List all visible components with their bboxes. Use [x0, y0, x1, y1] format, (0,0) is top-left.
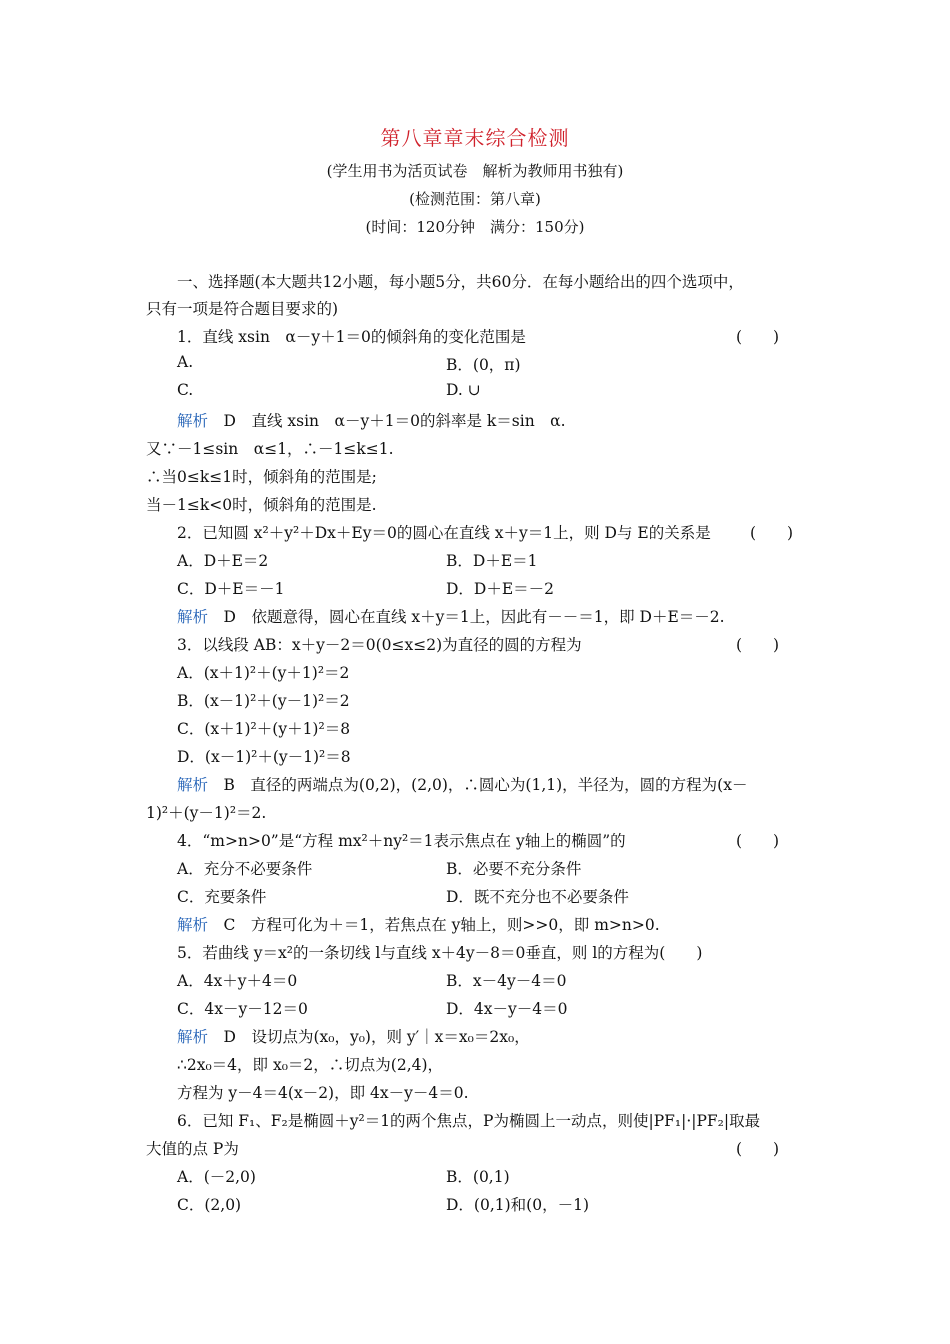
analysis-label: 解析	[177, 916, 209, 934]
q1-option-c: C.	[177, 381, 194, 399]
question-2-stem: 2．已知圆 x²＋y²＋Dx＋Ey＝0的圆心在直线 x＋y＝1上，则 D与 E的关系是	[177, 524, 711, 542]
q5-option-a: A．4x＋y＋4＝0	[177, 972, 298, 990]
question-5-stem: 5．若曲线 y＝x²的一条切线 l与直线 x＋4y－8＝0垂直，则 l的方程为( )	[177, 944, 703, 962]
q3-option-b: B．(x－1)²＋(y－1)²＝2	[177, 692, 350, 710]
section-heading-cont: 只有一项是符合题目要求的)	[146, 300, 339, 318]
q6-option-c: C．(2,0)	[177, 1196, 242, 1214]
question-6-stem-cont: 大值的点 P为	[146, 1140, 239, 1158]
q2-option-c: C．D＋E＝－1	[177, 580, 285, 598]
q5-option-d: D．4x－y－4＝0	[446, 1000, 568, 1018]
subtitle-note: (学生用书为活页试卷 解析为教师用书独有)	[326, 162, 624, 180]
question-3-stem: 3．以线段 AB：x＋y－2＝0(0≤x≤2)为直径的圆的方程为	[177, 636, 582, 654]
q1-analysis	[177, 409, 566, 431]
section-heading: 一、选择题(本大题共12小题，每小题5分，共60分．在每小题给出的四个选项中，	[177, 273, 744, 291]
q1-option-d: D. ∪	[446, 381, 481, 399]
q3-analysis	[177, 773, 747, 795]
subtitle-scope: (检测范围：第八章)	[409, 190, 541, 208]
q2-option-a: A．D＋E＝2	[177, 552, 269, 570]
q6-option-b: B．(0,1)	[446, 1168, 510, 1186]
q6-option-d: D．(0,1)和(0，－1)	[446, 1196, 589, 1214]
q5-analysis	[177, 1025, 530, 1047]
q5-option-b: B．x－4y－4＝0	[446, 972, 567, 990]
q5-analysis-text: D 设切点为(x₀，y₀)，则 y′｜x＝x₀＝2x₀，	[223, 1028, 530, 1046]
q5-analysis-line3: 方程为 y－4＝4(x－2)，即 4x－y－4＝0.	[177, 1084, 469, 1102]
q3-option-a: A．(x＋1)²＋(y＋1)²＝2	[177, 664, 350, 682]
q1-analysis-line2: 又∵－1≤sin α≤1，∴－1≤k≤1.	[146, 440, 394, 458]
answer-bracket: ( )	[736, 1140, 780, 1158]
q1-analysis-text: D 直线 xsin α－y＋1＝0的斜率是 k＝sin α.	[223, 412, 566, 430]
q4-analysis	[177, 913, 660, 935]
q2-analysis	[177, 605, 725, 627]
question-6-stem: 6．已知 F₁、F₂是椭圆＋y²＝1的两个焦点，P为椭圆上一动点，则使|PF₁|·|PF₂|取最	[177, 1112, 761, 1130]
q2-analysis-text: D 依题意得，圆心在直线 x＋y＝1上，因此有－－＝1，即 D＋E＝－2.	[223, 608, 725, 626]
page-title: 第八章章末综合检测	[380, 126, 570, 150]
question-1-stem: 1．直线 xsin α－y＋1＝0的倾斜角的变化范围是	[177, 328, 526, 346]
q2-option-b: B．D＋E＝1	[446, 552, 538, 570]
q2-option-d: D．D＋E＝－2	[446, 580, 555, 598]
q3-option-d: D．(x－1)²＋(y－1)²＝8	[177, 748, 351, 766]
answer-bracket: ( )	[736, 636, 780, 654]
q4-option-a: A．充分不必要条件	[177, 860, 313, 878]
answer-bracket: ( )	[736, 328, 780, 346]
q4-option-b: B．必要不充分条件	[446, 860, 582, 878]
q6-option-a: A．(－2,0)	[177, 1168, 256, 1186]
analysis-label: 解析	[177, 776, 209, 794]
answer-bracket: ( )	[750, 524, 794, 542]
q5-analysis-line2: ∴2x₀＝4，即 x₀＝2，∴切点为(2,4)，	[177, 1056, 444, 1074]
analysis-label: 解析	[177, 412, 209, 430]
answer-bracket: ( )	[736, 832, 780, 850]
q3-analysis-text: B 直径的两端点为(0,2)，(2,0)，∴圆心为(1,1)，半径为，圆的方程为(x－	[223, 776, 748, 794]
q3-option-c: C．(x＋1)²＋(y＋1)²＝8	[177, 720, 351, 738]
analysis-label: 解析	[177, 1028, 209, 1046]
q3-analysis-line2: 1)²＋(y－1)²＝2.	[146, 804, 267, 822]
question-4-stem: 4．“m>n>0”是“方程 mx²＋ny²＝1表示焦点在 y轴上的椭圆”的	[177, 832, 626, 850]
q1-option-a: A.	[177, 353, 194, 371]
q1-option-b: B．(0，π)	[446, 356, 521, 374]
analysis-label: 解析	[177, 608, 209, 626]
q4-option-d: D．既不充分也不必要条件	[446, 888, 629, 906]
q5-option-c: C．4x－y－12＝0	[177, 1000, 308, 1018]
q1-analysis-line4: 当－1≤k<0时，倾斜角的范围是.	[146, 496, 377, 514]
q4-option-c: C．充要条件	[177, 888, 267, 906]
subtitle-time: (时间：120分钟 满分：150分)	[365, 218, 585, 236]
q1-analysis-line3: ∴当0≤k≤1时，倾斜角的范围是;	[146, 468, 377, 486]
q4-analysis-text: C 方程可化为＋＝1，若焦点在 y轴上，则>>0，即 m>n>0.	[223, 916, 660, 934]
